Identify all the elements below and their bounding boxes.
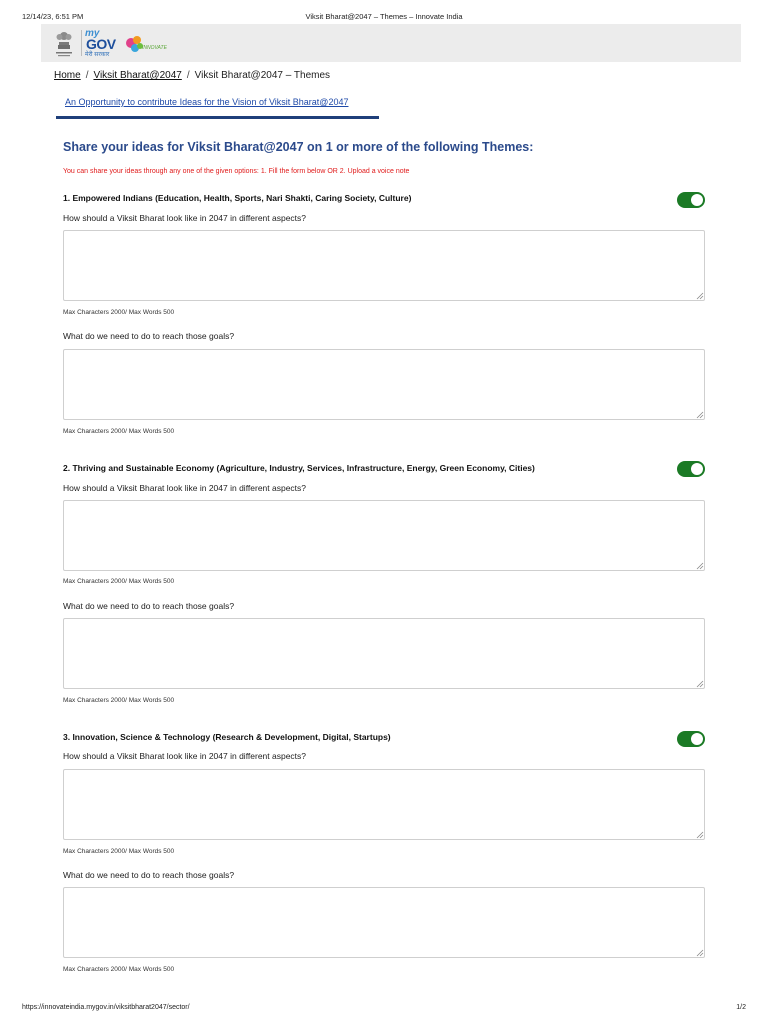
theme-3-toggle[interactable] <box>677 731 705 747</box>
theme-2-title: 2. Thriving and Sustainable Economy (Agriculture, Industry, Services, Infrastructure, Energy, Green Economy, Cities) <box>63 463 535 473</box>
theme-1-q1-input[interactable] <box>63 230 705 301</box>
theme-3-q2-label: What do we need to do to reach those goals? <box>63 870 235 880</box>
resize-grip-icon[interactable] <box>696 562 703 569</box>
resize-grip-icon[interactable] <box>696 411 703 418</box>
site-header <box>41 24 741 62</box>
theme-2-q2-input[interactable] <box>63 618 705 689</box>
toggle-knob <box>691 194 703 206</box>
mygov-logo-my: my <box>85 28 100 39</box>
toggle-knob <box>691 463 703 475</box>
logo-divider <box>81 30 82 56</box>
theme-1-q2-hint: Max Characters 2000/ Max Words 500 <box>63 428 175 435</box>
print-date: 12/14/23, 6:51 PM <box>22 12 84 21</box>
resize-grip-icon[interactable] <box>696 949 703 956</box>
toggle-knob <box>691 733 703 745</box>
breadcrumb-parent-link[interactable]: Viksit Bharat@2047 <box>93 70 182 81</box>
mygov-logo-hindi: मेरी सरकार <box>85 52 110 58</box>
theme-2-q1-input[interactable] <box>63 500 705 571</box>
breadcrumb-home-link[interactable]: Home <box>54 70 81 81</box>
theme-1-title: 1. Empowered Indians (Education, Health, Sports, Nari Shakti, Caring Society, Culture) <box>63 193 412 203</box>
resize-grip-icon[interactable] <box>696 831 703 838</box>
print-title: Viksit Bharat@2047 – Themes – Innovate India <box>305 12 463 21</box>
theme-1-q1-hint: Max Characters 2000/ Max Words 500 <box>63 309 175 316</box>
form-title: Share your ideas for Viksit Bharat@2047 on 1 or more of the following Themes: <box>63 140 534 154</box>
theme-3-q2-input[interactable] <box>63 887 705 958</box>
theme-3-q1-label: How should a Viksit Bharat look like in 2047 in different aspects? <box>63 751 307 761</box>
breadcrumb <box>54 70 330 81</box>
theme-3-q1-input[interactable] <box>63 769 705 840</box>
theme-2-q1-hint: Max Characters 2000/ Max Words 500 <box>63 578 175 585</box>
theme-2-q1-label: How should a Viksit Bharat look like in 2047 in different aspects? <box>63 483 307 493</box>
breadcrumb-current: Viksit Bharat@2047 – Themes <box>194 70 331 81</box>
mygov-logo-gov: GOV <box>86 36 116 52</box>
theme-2-q2-label: What do we need to do to reach those goals? <box>63 601 235 611</box>
innovate-text: INNOVATE <box>142 45 167 51</box>
breadcrumb-separator: / <box>85 70 89 81</box>
theme-1-q1-label: How should a Viksit Bharat look like in 2047 in different aspects? <box>63 213 307 223</box>
mygov-logo[interactable] <box>83 26 167 60</box>
opportunity-tab[interactable] <box>56 92 379 119</box>
theme-1-q2-input[interactable] <box>63 349 705 420</box>
theme-1-toggle[interactable] <box>677 192 705 208</box>
resize-grip-icon[interactable] <box>696 292 703 299</box>
active-tab-indicator <box>56 116 379 119</box>
national-emblem-icon <box>53 28 75 58</box>
print-page-number: 1/2 <box>736 1004 746 1011</box>
theme-2-toggle[interactable] <box>677 461 705 477</box>
breadcrumb-separator: / <box>186 70 190 81</box>
theme-3-q2-hint: Max Characters 2000/ Max Words 500 <box>63 966 175 973</box>
print-url: https://innovateindia.mygov.in/viksitbharat2047/sector/ <box>22 1004 190 1011</box>
theme-1-q2-label: What do we need to do to reach those goals? <box>63 331 235 341</box>
opportunity-link[interactable]: An Opportunity to contribute Ideas for the Vision of Viksit Bharat@2047 <box>65 97 349 107</box>
theme-2-q2-hint: Max Characters 2000/ Max Words 500 <box>63 697 175 704</box>
resize-grip-icon[interactable] <box>696 680 703 687</box>
innovate-india-logo-icon <box>123 34 167 58</box>
theme-3-title: 3. Innovation, Science & Technology (Research & Development, Digital, Startups) <box>63 732 391 742</box>
print-header <box>0 12 768 24</box>
form-note: You can share your ideas through any one of the given options: 1. Fill the form below OR 2. Upload a voice note <box>63 168 410 175</box>
theme-3-q1-hint: Max Characters 2000/ Max Words 500 <box>63 848 175 855</box>
